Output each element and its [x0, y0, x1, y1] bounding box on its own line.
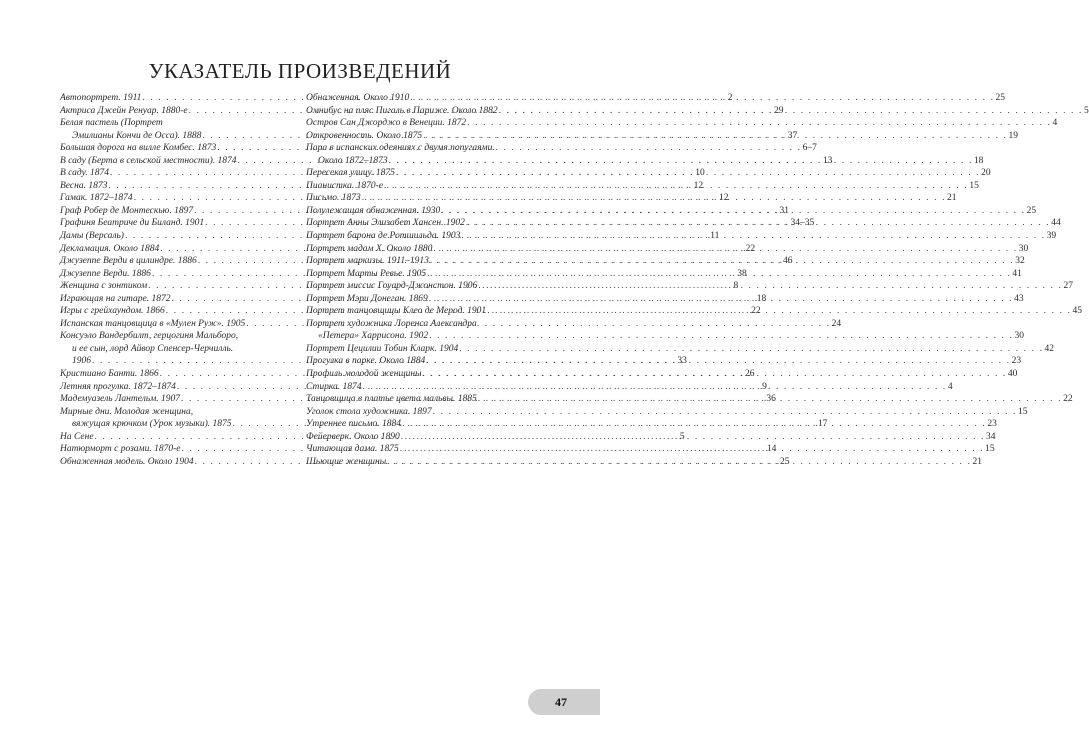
leader-dots [396, 167, 980, 180]
entry-title-line: Весна. 1873 [60, 180, 108, 191]
entry-title-line: Шьющие женщины [306, 456, 387, 467]
entry-page-number: 17 [817, 419, 828, 430]
entry-title-line: Обнаженная. Около 1910 [306, 93, 410, 103]
entry-page-number: 10 [695, 168, 705, 179]
entry-title-line: В саду. 1874 [60, 168, 109, 179]
entry-page-number: 40 [1007, 369, 1018, 380]
entry-title-line: Джузеппе Верди в цилиндре. 1886 [60, 256, 197, 267]
entry-title-line: Обнаженная модель. Около 1904 [60, 456, 194, 467]
entry-title-line: Мадемуазель Лантельм. 1907 [60, 394, 181, 405]
leader-dots [429, 293, 1013, 306]
leader-dots [487, 305, 1071, 318]
entry-title-line: Декламация. Около 1884 [60, 243, 160, 254]
entry-title-line: Профиль молодой женщины [306, 369, 422, 380]
entry-page-number: 41 [1012, 268, 1022, 279]
leader-dots [466, 217, 1050, 230]
entry-page-number: 36 [766, 394, 776, 405]
entry-page-number: 39 [1046, 231, 1057, 242]
entry-page-number: 42 [1044, 343, 1055, 354]
leader-dots [363, 381, 947, 394]
entry-page-number: 9 [762, 381, 767, 392]
entry-page-number: 25 [995, 93, 1006, 103]
entry-title-line: Омнибус на пляс Пигаль в Париже. Около 1882 [306, 105, 498, 116]
entry-title-line: Пианистка. 1870-е [306, 180, 383, 191]
entry-page-number: 30 [1018, 243, 1029, 254]
leader-dots [427, 268, 1011, 281]
index-entry [306, 280, 1074, 293]
entry-page-number: 12 [693, 180, 704, 191]
entry-title-line: Откровенность. Около 1875 [306, 130, 423, 141]
entry-page-number: 13 [822, 155, 833, 166]
entry-title-line: Пересекая улицу. 1875 [306, 168, 395, 179]
entry-title-line: и ее сын, лорд Айвор Спенсер-Черчилль. [72, 343, 234, 354]
entry-title-line: Пара в испанских одеяниях с двумя попугаями. [306, 143, 495, 154]
leader-dots [433, 406, 1017, 419]
entry-title-line: Белая пастель (Портрет [60, 118, 163, 129]
leader-dots [362, 192, 946, 205]
entry-page-number: 15 [969, 180, 979, 191]
entry-page-number: 29 [773, 105, 784, 116]
entry-page-number: 6–7 [802, 143, 817, 154]
entry-title-line: Портрет танцовщицы Клео де Мерод. 1901 [306, 306, 487, 317]
entry-title-line: Уголок стола художника. 1897 [306, 406, 432, 417]
index-entry [306, 117, 1058, 130]
leader-dots [459, 343, 1043, 356]
entry-page-number: 22 [751, 306, 761, 317]
entry-title-line: Прогулка в парке. Около 1884 [306, 356, 426, 367]
entry-page-number: 14 [766, 444, 777, 455]
entry-page-number: 38 [737, 268, 747, 279]
entry-title-line: Консуэло Вандербилт, герцогиня Мальборо, [60, 331, 239, 342]
leader-dots [441, 205, 1025, 218]
entry-title-line: Портрет маркизы. 1911–1913 [306, 256, 429, 267]
entry-page-number: 25 [779, 456, 790, 467]
index-entry [306, 92, 1006, 105]
entry-title-line: Портрет миссис Гоуард-Джонстон. 1906 [306, 281, 478, 292]
entry-page-number: 37 [787, 130, 798, 141]
leader-dots [461, 230, 1045, 243]
entry-page-number: 26 [744, 369, 755, 380]
entry-title-line: вяжущая крючком (Урок музыки). 1875 [72, 419, 232, 430]
entry-title-line: Фейерверк. Около 1890 [306, 431, 400, 442]
entry-title-line: Письмо. 1873 [306, 193, 361, 204]
entry-page-number: 24 [831, 318, 842, 329]
entry-title-line: Портрет барона де Ротшильда. 1903 [306, 231, 461, 242]
entry-page-number: 18 [756, 293, 767, 304]
entry-title-line: Актриса Джейн Ренуар. 1880-е [60, 105, 188, 116]
entry-page-number: 8 [733, 281, 739, 292]
entry-title-line: Гамак. 1872–1874 [60, 193, 133, 204]
entry-page-number: 21 [972, 456, 982, 467]
entry-title-line: Кристиано Банти. 1866 [60, 369, 159, 380]
leader-dots [400, 443, 984, 456]
entry-title-line: «Петера» Харрисона. 1902 [318, 331, 429, 342]
entry-page-number: 23 [987, 419, 997, 430]
entry-title-line: Портрет Анны Элизабет Хансен. 1902 [306, 218, 465, 229]
entry-page-number: 31 [779, 205, 789, 216]
entry-title-line: Джузеппе Верди. 1886 [60, 268, 151, 279]
entry-page-number: 23 [1011, 356, 1022, 367]
entry-page-number: 45 [1072, 306, 1083, 317]
entry-title-line: Большая дорога на вилле Комбес. 1873 [60, 143, 217, 154]
leader-dots [423, 368, 1007, 381]
index-entry [306, 293, 1024, 306]
leader-dots [402, 418, 986, 431]
entry-title-line: Полулежащая обнаженная. 1930 [306, 205, 441, 216]
entry-title-line: Танцовщица в платье цвета мальвы. 1885 [306, 394, 477, 405]
leader-dots [430, 255, 1014, 268]
entry-page-number: 20 [981, 168, 991, 179]
entry-page-number: 32 [1015, 256, 1025, 267]
entry-title-line: Автопортрет. 1911 [60, 93, 142, 103]
entry-page-number: 11 [710, 231, 720, 242]
entry-title-line: Портрет Марты Ревье. 1905 [306, 268, 427, 279]
index-entry [306, 343, 1055, 356]
entry-title-line: Испанская танцовщица в «Мулен Руж». 1905 [60, 318, 246, 329]
leader-dots [478, 280, 1062, 293]
entry-page-number: 18 [973, 155, 984, 166]
entry-page-number: 21 [947, 193, 957, 204]
leader-dots [429, 330, 1013, 343]
entry-title-line: Игры с грейхаундом. 1866 [60, 306, 165, 317]
index-entry [306, 381, 953, 394]
leader-dots [423, 130, 1007, 143]
leader-dots [478, 393, 1062, 406]
entry-page-number: 27 [1063, 281, 1074, 292]
leader-dots [426, 355, 1010, 368]
entry-page-number: 25 [1026, 205, 1037, 216]
entry-page-number: 46 [783, 256, 793, 267]
leader-dots [384, 180, 968, 193]
entry-title-line: Около 1872–1873 [318, 155, 388, 166]
entry-title-line: Читающая дама. 1875 [306, 444, 399, 455]
entry-title-line: Женщина с зонтиком [60, 281, 148, 292]
entry-page-number: 34–35 [790, 218, 815, 229]
entry-page-number: 4 [947, 381, 953, 392]
entry-title-line: Эмилианы Кончи де Осса). 1888 [72, 130, 202, 141]
entry-title-line: Портрет Мэри Донеган. 1869 [306, 293, 428, 304]
entry-page-number: 15 [1018, 406, 1028, 417]
leader-dots [387, 456, 971, 469]
leader-dots [467, 117, 1051, 130]
entry-page-number: 5 [1083, 105, 1089, 116]
entry-page-number: 33 [677, 356, 687, 367]
entry-page-number: 43 [1014, 293, 1024, 304]
entry-page-number: 22 [1063, 394, 1073, 405]
page-title: УКАЗАТЕЛЬ ПРОИЗВЕДЕНИЙ [148, 59, 452, 83]
index-entry [306, 406, 1028, 419]
entry-title-line: Графиня Беатриче ди Биланд. 1901 [60, 218, 205, 229]
entry-page-number: 15 [985, 444, 995, 455]
leader-dots [389, 155, 973, 168]
entry-title-line: На Сене [60, 431, 94, 442]
entry-title-line: Утреннее письмо. 1884 [306, 419, 402, 430]
entry-page-number: 34 [986, 431, 996, 442]
entry-page-number: 4 [1052, 118, 1058, 129]
leader-dots [410, 92, 994, 105]
entry-page-number: 44 [1051, 218, 1061, 229]
entry-title-line: Остров Сан Джорджо в Венеции. 1872 [306, 118, 467, 129]
entry-title-line: Портрет Цецилии Тобин Кларк. 1904 [306, 343, 459, 354]
entry-title-line: Портрет художника Лоренса Александра [306, 318, 477, 329]
entry-title-line: Мирные дни. Молодая женщина, [60, 406, 194, 417]
entry-title-line: Дамы (Версаль) [60, 231, 124, 242]
entry-title-line: Играющая на гитаре. 1872 [60, 293, 171, 304]
entry-title-line: Летняя прогулка. 1872–1874 [60, 381, 176, 392]
index-entry [306, 431, 996, 444]
leader-dots [499, 105, 1083, 118]
entry-title-line: Натюрморт с розами. 1870-е [60, 444, 181, 455]
entry-title-line: 1906 [72, 356, 91, 367]
leader-dots [433, 243, 1017, 256]
entry-page-number: 12 [719, 193, 729, 204]
entry-page-number: 30 [1014, 331, 1024, 342]
entry-title-line: Портрет мадам Х. Около 1880 [306, 243, 433, 254]
entry-title-line: В саду (Берта в сельской местности). 1874 [60, 155, 237, 166]
entry-page-number: 5 [679, 431, 685, 442]
entry-title-line: Стирка. 1874 [306, 381, 362, 392]
entry-page-number: 22 [745, 243, 756, 254]
page-number-badge: 47 [528, 689, 600, 715]
entry-page-number: 2 [727, 93, 733, 103]
leader-dots [401, 431, 985, 444]
entry-page-number: 19 [1008, 130, 1018, 141]
entry-title-line: Граф Робер де Монтескью. 1897 [60, 205, 194, 216]
